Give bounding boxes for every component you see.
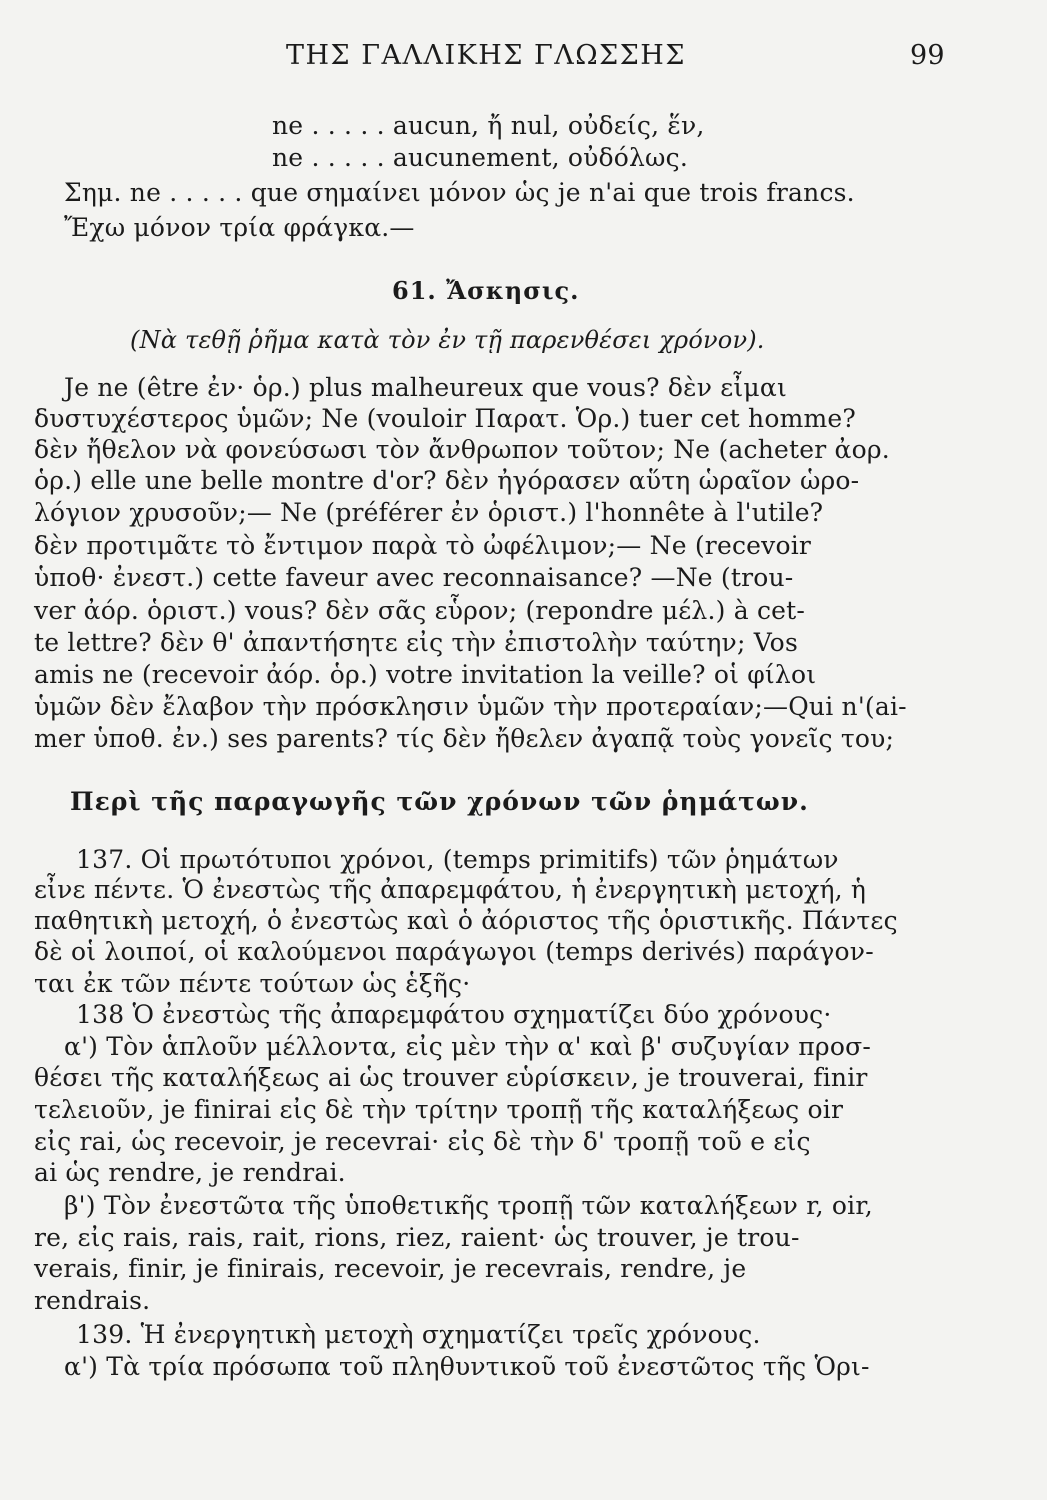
exercise-line: amis ne (recevoir ἀόρ. ὁρ.) votre invitation la veille? οἱ φίλοι <box>34 660 817 689</box>
body-line: εἰς rai, ὡς recevoir, je recevrai· εἰς δὲ τὴν δ' τροπῇ τοῦ e εἰς <box>34 1127 811 1156</box>
body-line: θέσει τῆς καταλήξεως ai ὡς trouver εὑρίσκειν, je trouverai, finir <box>34 1063 868 1092</box>
text-line: ne . . . . . aucun, ἤ nul, οὐδείς, ἕν, <box>272 111 705 140</box>
exercise-line: te lettre? δὲν θ' ἀπαντήσητε εἰς τὴν ἐπιστολὴν ταύτην; Vos <box>34 628 798 657</box>
exercise-line: λόγιον χρυσοῦν;— Ne (préférer ἐν ὁριστ.) l'honnête à l'utile? <box>34 498 824 527</box>
body-line: α') Τὰ τρία πρόσωπα τοῦ πληθυντικοῦ τοῦ ἐνεστῶτος τῆς Ὁρι- <box>64 1352 870 1381</box>
body-line: β') Τὸν ἐνεστῶτα τῆς ὑποθετικῆς τροπῇ τῶν καταλήξεων r, oir, <box>64 1191 873 1220</box>
exercise-line: δὲν ἤθελον νὰ φονεύσωσι τὸν ἄνθρωπον τοῦτον; Ne (acheter ἀορ. <box>34 435 890 464</box>
running-header: ΤΗΣ ΓΑΛΛΙΚΗΣ ΓΛΩΣΣΗΣ <box>286 40 686 71</box>
exercise-line: Je ne (être ἐν· ὁρ.) plus malheureux que vous? δὲν εἶμαι <box>64 373 787 402</box>
text-line: Ἔχω μόνον τρία φράγκα.— <box>64 213 415 242</box>
exercise-line: ὑμῶν δὲν ἔλαβον τὴν πρόσκλησιν ὑμῶν τὴν προτεραίαν;—Qui n'(ai- <box>34 692 907 721</box>
body-line: παθητικὴ μετοχή, ὁ ἐνεστὼς καὶ ὁ ἀόριστος τῆς ὁριστικῆς. Πάντες <box>34 906 898 935</box>
exercise-line: mer ὑποθ. ἐν.) ses parents? τίς δὲν ἤθελεν ἀγαπᾷ τοὺς γονεῖς του; <box>34 724 895 753</box>
body-line: ται ἐκ τῶν πέντε τούτων ὡς ἑξῆς· <box>34 969 471 998</box>
text-line: ne . . . . . aucunement, οὐδόλως. <box>272 143 688 172</box>
exercise-line: δὲν προτιμᾶτε τὸ ἔντιμον παρὰ τὸ ὠφέλιμον;— Ne (recevoir <box>34 531 812 560</box>
body-line: 139. Ἡ ἐνεργητικὴ μετοχὴ σχηματίζει τρεῖς χρόνους. <box>76 1320 761 1349</box>
exercise-line: ὑποθ· ἐνεστ.) cette faveur avec reconnaisance? —Ne (trou- <box>34 563 794 592</box>
body-line: τελειοῦν, je finirai εἰς δὲ τὴν τρίτην τροπῇ τῆς καταλήξεως oir <box>34 1095 844 1124</box>
text-line: Σημ. ne . . . . . que σημαίνει μόνον ὡς je n'ai que trois francs. <box>64 178 855 207</box>
body-line: verais, finir, je finirais, recevoir, je recevrais, rendre, je <box>34 1254 747 1283</box>
section-heading: Περὶ τῆς παραγωγῆς τῶν χρόνων τῶν ῥημάτων. <box>70 787 809 816</box>
body-line: α') Τὸν ἁπλοῦν μέλλοντα, εἰς μὲν τὴν α' καὶ β' συζυγίαν προσ- <box>64 1032 871 1061</box>
body-line: re, εἰς rais, rais, rait, rions, riez, raient· ὡς trouver, je trou- <box>34 1223 800 1252</box>
body-line: 138 Ὁ ἐνεστὼς τῆς ἀπαρεμφάτου σχηματίζει δύο χρόνους· <box>76 1000 832 1029</box>
body-line: rendrais. <box>34 1286 151 1315</box>
body-line: δὲ οἱ λοιποί, οἱ καλούμενοι παράγωγοι (temps derivés) παράγον- <box>34 937 874 966</box>
page-number: 99 <box>910 40 945 71</box>
exercise-line: δυστυχέστερος ὑμῶν; Ne (vouloir Παρατ. Ὁρ.) tuer cet homme? <box>34 404 856 433</box>
body-line: 137. Οἱ πρωτότυποι χρόνοι, (temps primitifs) τῶν ῥημάτων <box>76 845 839 874</box>
body-line: ai ὡς rendre, je rendrai. <box>34 1158 346 1187</box>
exercise-title: 61. Ἄσκησις. <box>392 276 580 305</box>
exercise-line: ὁρ.) elle une belle montre d'or? δὲν ἠγόρασεν αὕτη ὡραῖον ὡρο- <box>34 466 860 495</box>
exercise-line: ver ἀόρ. ὁριστ.) vous? δὲν σᾶς εὗρον; (repondre μέλ.) à cet- <box>34 596 806 625</box>
exercise-instruction: (Νὰ τεθῇ ῥῆμα κατὰ τὸν ἐν τῇ παρενθέσει χρόνον). <box>130 326 765 354</box>
body-line: εἶνε πέντε. Ὁ ἐνεστὼς τῆς ἀπαρεμφάτου, ἡ ἐνεργητικὴ μετοχή, ἡ <box>34 875 867 904</box>
